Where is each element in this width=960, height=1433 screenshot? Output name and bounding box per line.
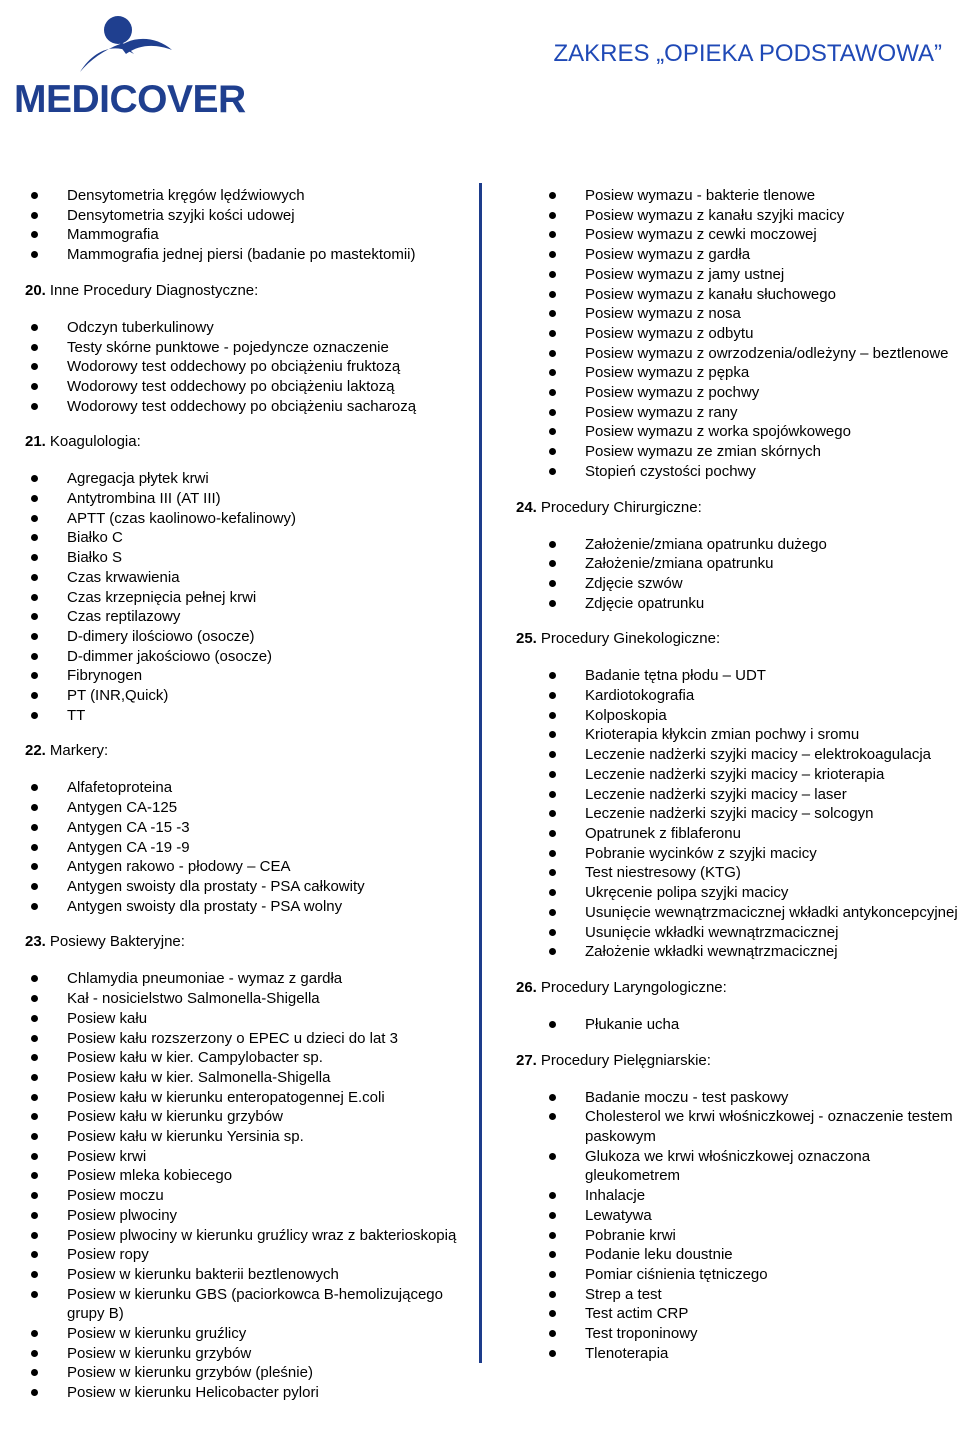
section-number: 23. bbox=[25, 933, 46, 951]
page-title: ZAKRES „OPIEKA PODSTAWOWA” bbox=[553, 40, 942, 67]
list-item: Leczenie nadżerki szyjki macicy – elektrokoagulacja bbox=[548, 745, 960, 765]
section-title: Koagulologia: bbox=[49, 433, 141, 451]
list-section-27 bbox=[548, 1088, 960, 1364]
list-item: Badanie tętna płodu – UDT bbox=[548, 666, 960, 686]
list-item: Leczenie nadżerki szyjki macicy – laser bbox=[548, 785, 960, 805]
logo-emblem-icon bbox=[74, 10, 174, 74]
list-item: Fibrynogen bbox=[30, 666, 470, 686]
list-item: Zdjęcie szwów bbox=[548, 574, 960, 594]
list-item: Posiew wymazu z jamy ustnej bbox=[548, 265, 960, 285]
list-item: Leczenie nadżerki szyjki macicy – krioterapia bbox=[548, 765, 960, 785]
list-item: Posiew mleka kobiecego bbox=[30, 1166, 470, 1186]
section-heading-20 bbox=[25, 281, 470, 301]
section-heading-22 bbox=[25, 741, 470, 761]
list-item: Kolposkopia bbox=[548, 706, 960, 726]
list-item: Zdjęcie opatrunku bbox=[548, 594, 960, 614]
section-heading-26 bbox=[516, 978, 960, 998]
list-item: Białko C bbox=[30, 528, 470, 548]
list-section-23 bbox=[30, 969, 470, 1402]
section-number: 27. bbox=[516, 1051, 537, 1069]
list-item: Chlamydia pneumoniae - wymaz z gardła bbox=[30, 969, 470, 989]
section-heading-27 bbox=[516, 1051, 960, 1071]
section-number: 20. bbox=[25, 281, 46, 299]
list-item: Inhalacje bbox=[548, 1186, 960, 1206]
list-item: Odczyn tuberkulinowy bbox=[30, 318, 470, 338]
list-item: Stopień czystości pochwy bbox=[548, 462, 960, 482]
list-item: Posiew kału w kier. Campylobacter sp. bbox=[30, 1048, 470, 1068]
list-item: Ukręcenie polipa szyjki macicy bbox=[548, 883, 960, 903]
list-section-25 bbox=[548, 666, 960, 962]
section-title: Procedury Ginekologiczne: bbox=[540, 630, 721, 648]
right-column bbox=[516, 186, 960, 1363]
list-item: Antygen swoisty dla prostaty - PSA wolny bbox=[30, 897, 470, 917]
section-title: Procedury Laryngologiczne: bbox=[540, 978, 727, 996]
left-column bbox=[25, 186, 470, 1403]
list-item: Glukoza we krwi włośniczkowej oznaczona gleukometrem bbox=[548, 1147, 960, 1186]
list-item: Alfafetoproteina bbox=[30, 778, 470, 798]
section-title: Posiewy Bakteryjne: bbox=[49, 933, 185, 951]
list-item: Posiew wymazu z gardła bbox=[548, 245, 960, 265]
list-item: Posiew kału bbox=[30, 1009, 470, 1029]
list-item: Posiew wymazu z kanału słuchowego bbox=[548, 285, 960, 305]
list-item: Posiew wymazu z owrzodzenia/odleżyny – beztlenowe bbox=[548, 344, 960, 364]
logo-wordmark: MEDICOVER bbox=[14, 78, 246, 121]
list-item: Czas krwawienia bbox=[30, 568, 470, 588]
section-heading-25 bbox=[516, 629, 960, 649]
list-item: Opatrunek z fiblaferonu bbox=[548, 824, 960, 844]
section-heading-23 bbox=[25, 932, 470, 952]
list-item: Pomiar ciśnienia tętniczego bbox=[548, 1265, 960, 1285]
list-item: Antygen CA-125 bbox=[30, 798, 470, 818]
list-item: Posiew wymazu z cewki moczowej bbox=[548, 225, 960, 245]
column-divider bbox=[479, 183, 482, 1363]
list-item: Posiew wymazu z worka spojówkowego bbox=[548, 422, 960, 442]
list-item: Antygen CA -19 -9 bbox=[30, 838, 470, 858]
list-item: Posiew plwociny w kierunku gruźlicy wraz z bakterioskopią bbox=[30, 1226, 470, 1246]
list-item: Agregacja płytek krwi bbox=[30, 469, 470, 489]
list-item: Kał - nosicielstwo Salmonella-Shigella bbox=[30, 989, 470, 1009]
list-item: Czas krzepnięcia pełnej krwi bbox=[30, 588, 470, 608]
list-item: Posiew kału w kierunku grzybów bbox=[30, 1107, 470, 1127]
list-item: Podanie leku doustnie bbox=[548, 1245, 960, 1265]
list-item: Antygen rakowo - płodowy – CEA bbox=[30, 857, 470, 877]
list-item: Cholesterol we krwi włośniczkowej - oznaczenie testem paskowym bbox=[548, 1107, 960, 1146]
list-item: Testy skórne punktowe - pojedyncze oznaczenie bbox=[30, 338, 470, 358]
list-item: Posiew wymazu z kanału szyjki macicy bbox=[548, 206, 960, 226]
list-item: Posiew wymazu z odbytu bbox=[548, 324, 960, 344]
section-number: 21. bbox=[25, 433, 46, 451]
list-item: Wodorowy test oddechowy po obciążeniu laktozą bbox=[30, 377, 470, 397]
list-item: Pobranie krwi bbox=[548, 1226, 960, 1246]
list-item: D-dimery ilościowo (osocze) bbox=[30, 627, 470, 647]
list-item: Leczenie nadżerki szyjki macicy – solcogyn bbox=[548, 804, 960, 824]
list-item: Posiew wymazu ze zmian skórnych bbox=[548, 442, 960, 462]
list-item: Posiew w kierunku grzybów (pleśnie) bbox=[30, 1363, 470, 1383]
list-item: Posiew kału w kier. Salmonella-Shigella bbox=[30, 1068, 470, 1088]
list-item: Lewatywa bbox=[548, 1206, 960, 1226]
list-section-24 bbox=[548, 535, 960, 614]
list-item: Płukanie ucha bbox=[548, 1015, 960, 1035]
list-item: Posiew kału rozszerzony o EPEC u dzieci do lat 3 bbox=[30, 1029, 470, 1049]
list-item: Densytometria kręgów lędźwiowych bbox=[30, 186, 470, 206]
section-number: 24. bbox=[516, 498, 537, 516]
list-item: Założenie/zmiana opatrunku dużego bbox=[548, 535, 960, 555]
list-item: Antygen CA -15 -3 bbox=[30, 818, 470, 838]
list-item: Posiew w kierunku GBS (paciorkowca B-hemolizującego grupy B) bbox=[30, 1285, 470, 1324]
section-heading-21 bbox=[25, 432, 470, 452]
list-item: Badanie moczu - test paskowy bbox=[548, 1088, 960, 1108]
list-item: Test actim CRP bbox=[548, 1304, 960, 1324]
list-item: Usunięcie wewnątrzmacicznej wkładki antykoncepcyjnej bbox=[548, 903, 960, 923]
list-item: Kardiotokografia bbox=[548, 686, 960, 706]
list-item: Założenie wkładki wewnątrzmacicznej bbox=[548, 942, 960, 962]
list-item: APTT (czas kaolinowo-kefalinowy) bbox=[30, 509, 470, 529]
list-item: Test troponinowy bbox=[548, 1324, 960, 1344]
list-item: Mammografia bbox=[30, 225, 470, 245]
list-item: Mammografia jednej piersi (badanie po mastektomii) bbox=[30, 245, 470, 265]
list-right-intro bbox=[548, 186, 960, 482]
list-item: Posiew wymazu z rany bbox=[548, 403, 960, 423]
list-item: TT bbox=[30, 706, 470, 726]
list-item: Posiew plwociny bbox=[30, 1206, 470, 1226]
list-item: Wodorowy test oddechowy po obciążeniu sacharozą bbox=[30, 397, 470, 417]
list-item: Pobranie wycinków z szyjki macicy bbox=[548, 844, 960, 864]
list-section-26 bbox=[548, 1015, 960, 1035]
list-item: Posiew kału w kierunku Yersinia sp. bbox=[30, 1127, 470, 1147]
section-title: Procedury Chirurgiczne: bbox=[540, 498, 702, 516]
section-number: 26. bbox=[516, 978, 537, 996]
list-item: Białko S bbox=[30, 548, 470, 568]
list-item: Wodorowy test oddechowy po obciążeniu fruktozą bbox=[30, 357, 470, 377]
list-item: Posiew kału w kierunku enteropatogennej E.coli bbox=[30, 1088, 470, 1108]
list-item: Posiew w kierunku gruźlicy bbox=[30, 1324, 470, 1344]
list-item: Posiew ropy bbox=[30, 1245, 470, 1265]
list-item: Tlenoterapia bbox=[548, 1344, 960, 1364]
list-item: Posiew w kierunku bakterii beztlenowych bbox=[30, 1265, 470, 1285]
section-title: Procedury Pielęgniarskie: bbox=[540, 1051, 711, 1069]
list-item: Strep a test bbox=[548, 1285, 960, 1305]
list-item: Densytometria szyjki kości udowej bbox=[30, 206, 470, 226]
medicover-logo bbox=[14, 10, 246, 122]
section-number: 22. bbox=[25, 742, 46, 760]
list-item: Posiew wymazu z nosa bbox=[548, 304, 960, 324]
list-item: Krioterapia kłykcin zmian pochwy i sromu bbox=[548, 725, 960, 745]
section-title: Markery: bbox=[49, 742, 109, 760]
list-item: Posiew wymazu z pępka bbox=[548, 363, 960, 383]
list-item: D-dimmer jakościowo (osocze) bbox=[30, 647, 470, 667]
list-item: Założenie/zmiana opatrunku bbox=[548, 554, 960, 574]
list-item: Posiew wymazu z pochwy bbox=[548, 383, 960, 403]
list-item: Posiew krwi bbox=[30, 1147, 470, 1167]
section-title: Inne Procedury Diagnostyczne: bbox=[49, 281, 259, 299]
list-item: PT (INR,Quick) bbox=[30, 686, 470, 706]
list-item: Antygen swoisty dla prostaty - PSA całkowity bbox=[30, 877, 470, 897]
list-section-21 bbox=[30, 469, 470, 725]
section-heading-24 bbox=[516, 498, 960, 518]
list-item: Antytrombina III (AT III) bbox=[30, 489, 470, 509]
list-item: Posiew wymazu - bakterie tlenowe bbox=[548, 186, 960, 206]
list-section-22 bbox=[30, 778, 470, 916]
list-item: Test niestresowy (KTG) bbox=[548, 863, 960, 883]
list-item: Posiew w kierunku Helicobacter pylori bbox=[30, 1383, 470, 1403]
list-item: Posiew w kierunku grzybów bbox=[30, 1344, 470, 1364]
list-item: Posiew moczu bbox=[30, 1186, 470, 1206]
list-left-intro bbox=[30, 186, 470, 265]
list-item: Czas reptilazowy bbox=[30, 607, 470, 627]
list-item: Usunięcie wkładki wewnątrzmacicznej bbox=[548, 923, 960, 943]
section-number: 25. bbox=[516, 630, 537, 648]
list-section-20 bbox=[30, 318, 470, 417]
